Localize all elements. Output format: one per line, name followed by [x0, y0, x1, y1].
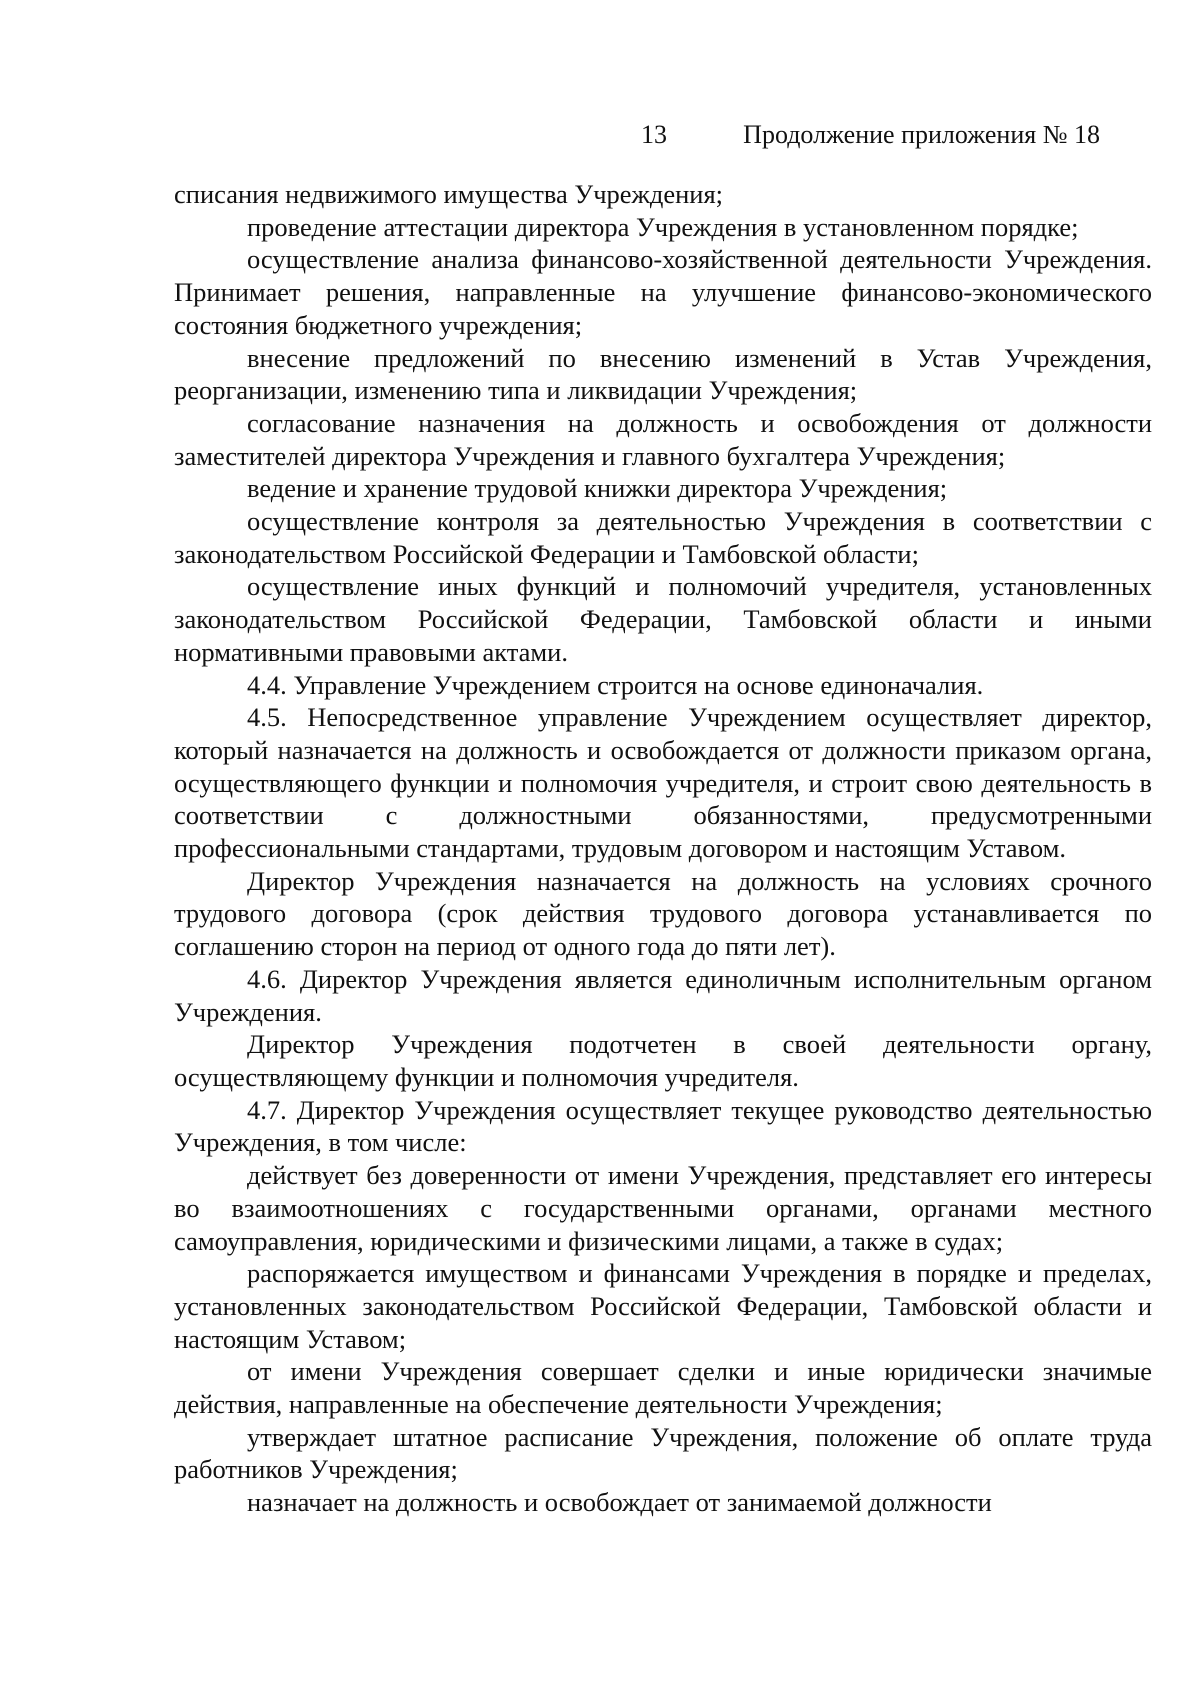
- paragraph: действует без доверенности от имени Учреждения, представляет его интересы во взаимоотношениях с государственными органами, органами местного самоуправления, юридическими и физическими лицами, а также в судах;: [174, 1160, 1152, 1256]
- paragraph: 4.5. Непосредственное управление Учреждением осуществляет директор, который назначается на должность и освобождается от должности приказом органа, осуществляющего функции и полномочия учредителя, и строит свою деятельность в соответствии с должностными обязанностями, предусмотренными профессиональными стандартами, трудовым договором и настоящим Уставом.: [174, 702, 1152, 864]
- paragraph: ведение и хранение трудовой книжки директора Учреждения;: [247, 473, 948, 504]
- paragraph: согласование назначения на должность и освобождения от должности заместителей директора Учреждения и главного бухгалтера Учреждения;: [174, 407, 1152, 471]
- paragraph: 4.7. Директор Учреждения осуществляет текущее руководство деятельностью Учреждения, в том числе:: [174, 1094, 1152, 1158]
- paragraph: Директор Учреждения подотчетен в своей деятельности органу, осуществляющему функции и полномочия учредителя.: [174, 1029, 1152, 1092]
- paragraph: осуществление иных функций и полномочий учредителя, установленных законодательством Российской Федерации, Тамбовской области и иными нормативными правовыми актами.: [174, 571, 1152, 667]
- paragraph: проведение аттестации директора Учреждения в установленном порядке;: [247, 211, 1079, 242]
- paragraph: внесение предложений по внесению изменений в Устав Учреждения, реорганизации, изменению типа и ликвидации Учреждения;: [174, 342, 1152, 406]
- paragraph: Директор Учреждения назначается на должность на условиях срочного трудового договора (срок действия трудового договора устанавливается по соглашению сторон на период от одного года до пяти лет).: [174, 865, 1152, 962]
- paragraph: распоряжается имуществом и финансами Учреждения в порядке и пределах, установленных законодательством Российской Федерации, Тамбовской области и настоящим Уставом;: [174, 1258, 1152, 1354]
- page-header: [0, 118, 1200, 152]
- appendix-continuation-note: Продолжение приложения № 18: [743, 120, 1100, 149]
- paragraph: 4.4. Управление Учреждением строится на основе единоначалия.: [247, 669, 984, 700]
- paragraph: утверждает штатное расписание Учреждения, положение об оплате труда работников Учреждения;: [174, 1421, 1152, 1485]
- paragraph: назначает на должность и освобождает от занимаемой должности: [247, 1487, 992, 1518]
- document-body: [174, 178, 1152, 1519]
- paragraph: осуществление контроля за деятельностью Учреждения в соответствии с законодательством Российской Федерации и Тамбовской области;: [174, 506, 1152, 569]
- paragraph: осуществление анализа финансово-хозяйственной деятельности Учреждения. Принимает решения, направленные на улучшение финансово-экономического состояния бюджетного учреждения;: [174, 244, 1152, 340]
- paragraph: списания недвижимого имущества Учреждения;: [174, 179, 724, 209]
- paragraph: от имени Учреждения совершает сделки и иные юридически значимые действия, направленные на обеспечение деятельности Учреждения;: [174, 1356, 1152, 1420]
- page-number: 13: [641, 120, 667, 149]
- paragraph: 4.6. Директор Учреждения является единоличным исполнительным органом Учреждения.: [174, 963, 1152, 1027]
